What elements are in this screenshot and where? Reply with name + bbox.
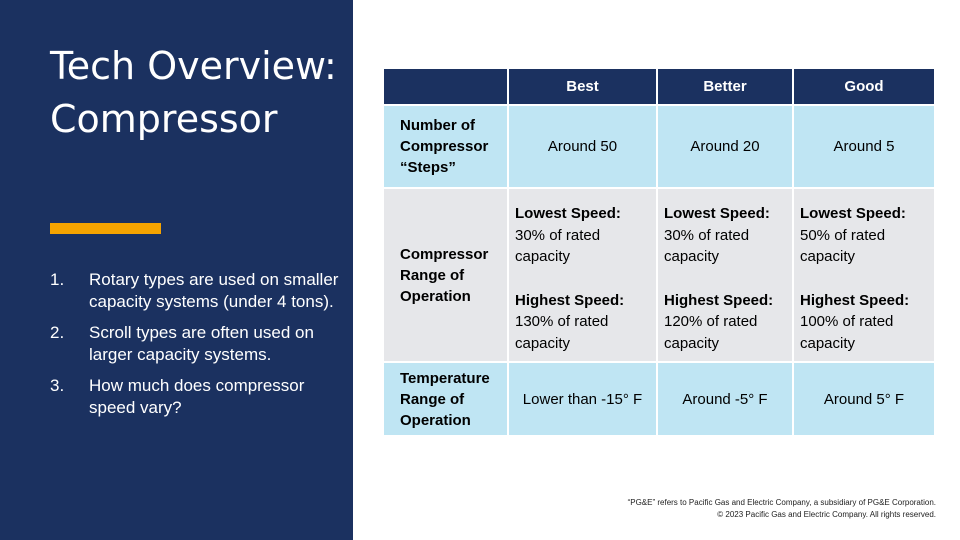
bullet-number: 3. <box>50 376 65 395</box>
table-row-range <box>383 188 935 362</box>
bullet-text: Rotary types are used on smaller capacity systems (under 4 tons). <box>89 270 339 311</box>
table-row-temperature <box>383 362 935 436</box>
row-label: Compressor Range of Operation <box>383 188 508 362</box>
highest-speed-value: 100% of rated capacity <box>800 313 894 352</box>
bullet-number: 2. <box>50 323 65 342</box>
bullet-text: How much does compressor speed vary? <box>89 376 305 417</box>
table-cell: Around 5° F <box>793 362 935 436</box>
header-good: Good <box>793 68 935 105</box>
copyright-line: © 2023 Pacific Gas and Electric Company. All rights reserved. <box>717 510 936 519</box>
table-row-steps <box>383 105 935 188</box>
compressor-comparison-table <box>382 67 936 437</box>
highest-speed-label: Highest Speed: <box>515 291 625 309</box>
lowest-speed-value: 30% of rated capacity <box>664 226 750 265</box>
highest-speed-label: Highest Speed: <box>800 291 910 309</box>
accent-bar <box>50 223 161 234</box>
header-best: Best <box>508 68 657 105</box>
header-better: Better <box>657 68 793 105</box>
left-panel <box>0 0 353 540</box>
row-label: Number of Compressor “Steps” <box>383 105 508 188</box>
table-header-row <box>383 68 935 105</box>
bullet-item <box>50 375 340 419</box>
table-cell <box>657 188 793 362</box>
lowest-speed-label: Lowest Speed: <box>515 205 621 222</box>
bullet-item <box>50 269 340 313</box>
table-cell: Lower than -15° F <box>508 362 657 436</box>
bullet-number: 1. <box>50 270 65 289</box>
table-cell: Around 20 <box>657 105 793 188</box>
table-cell <box>793 188 935 362</box>
highest-speed-label: Highest Speed: <box>664 291 774 309</box>
lowest-speed-value: 50% of rated capacity <box>800 226 886 265</box>
slide-title: Tech Overview: Compressor <box>50 44 337 141</box>
table-cell: Around -5° F <box>657 362 793 436</box>
table-cell: Around 5 <box>793 105 935 188</box>
table-cell <box>508 188 657 362</box>
bullet-list <box>50 269 340 428</box>
bullet-item <box>50 322 340 366</box>
highest-speed-value: 120% of rated capacity <box>664 313 758 352</box>
footnote <box>628 497 936 521</box>
lowest-speed-label: Lowest Speed: <box>664 205 770 222</box>
row-label: Temperature Range of Operation <box>383 362 508 436</box>
footnote-line: “PG&E” refers to Pacific Gas and Electric Company, a subsidiary of PG&E Corporation. <box>627 498 936 507</box>
bullet-text: Scroll types are often used on larger capacity systems. <box>89 323 314 364</box>
lowest-speed-value: 30% of rated capacity <box>515 226 601 265</box>
header-empty <box>383 68 508 105</box>
lowest-speed-label: Lowest Speed: <box>800 205 906 222</box>
highest-speed-value: 130% of rated capacity <box>515 313 609 352</box>
table-cell: Around 50 <box>508 105 657 188</box>
